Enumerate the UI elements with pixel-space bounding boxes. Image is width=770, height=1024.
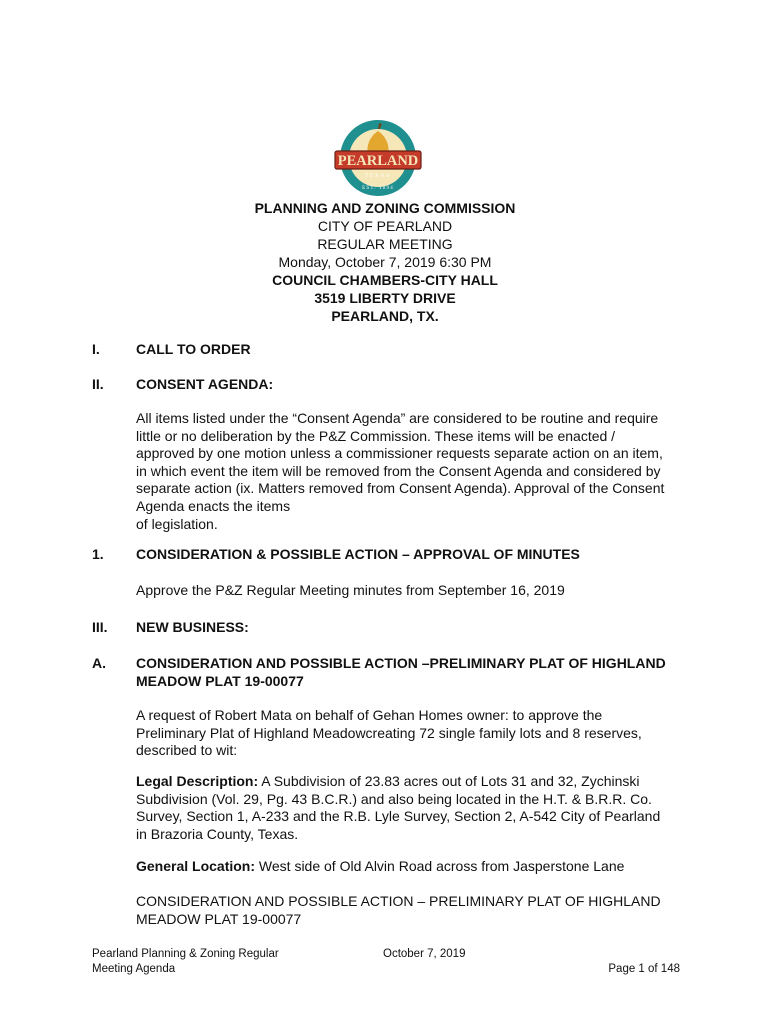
- city-name: CITY OF PEARLAND: [317, 218, 453, 234]
- general-location: [136, 858, 666, 876]
- item-number: A.: [92, 655, 106, 671]
- footer-date: October 7, 2019: [383, 948, 466, 960]
- item-title-new-business: NEW BUSINESS:: [136, 619, 249, 635]
- text-line: A request of Robert Mata on behalf of Gehan Homes owner: to approve the: [136, 707, 603, 723]
- text-line: in which event the item will be removed from the Consent Agenda and considered by: [136, 462, 661, 479]
- item-number: 1.: [92, 546, 104, 562]
- text-line: Subdivision (Vol. 29, Pg. 43 B.C.R.) and also being located in the H.T. & B.R.R. Co.: [136, 790, 652, 807]
- item-title-call-to-order: CALL TO ORDER: [136, 341, 251, 357]
- footer-subtitle: Meeting Agenda: [92, 963, 176, 975]
- meeting-type: REGULAR MEETING: [317, 236, 453, 252]
- meeting-header: [0, 199, 770, 325]
- item-title-preliminary-plat: [136, 655, 666, 690]
- plat-repeat-title: [136, 893, 666, 928]
- minutes-description: Approve the P&Z Regular Meeting minutes from September 16, 2019: [136, 582, 565, 598]
- text-line: [136, 773, 666, 791]
- general-location-text: West side of Old Alvin Road across from Jasperstone Lane: [255, 858, 625, 874]
- text-line: All items listed under the “Consent Agenda” are considered to be routine and require: [136, 410, 659, 426]
- text-line: little or no deliberation by the P&Z Commission. These items will be enacted /: [136, 427, 616, 444]
- venue-city: PEARLAND, TX.: [331, 308, 439, 324]
- consent-agenda-description: [136, 410, 666, 533]
- text-line: CONSIDERATION AND POSSIBLE ACTION –PRELIMINARY PLAT OF HIGHLAND: [136, 655, 666, 671]
- legal-description-label: Legal Description:: [136, 773, 259, 789]
- text-line: of legislation.: [136, 515, 218, 532]
- commission-title: PLANNING AND ZONING COMMISSION: [254, 200, 516, 216]
- item-number: I.: [92, 341, 100, 357]
- legal-description: [136, 773, 666, 843]
- text-line: CONSIDERATION AND POSSIBLE ACTION – PRELIMINARY PLAT OF HIGHLAND: [136, 893, 661, 909]
- text-line: Agenda enacts the items: [136, 497, 291, 514]
- item-title-consent-agenda: CONSENT AGENDA:: [136, 376, 274, 392]
- meeting-venue: COUNCIL CHAMBERS-CITY HALL: [272, 272, 498, 288]
- venue-address: 3519 LIBERTY DRIVE: [314, 290, 456, 306]
- text-line: MEADOW PLAT 19-00077: [136, 672, 304, 689]
- meeting-datetime: Monday, October 7, 2019 6:30 PM: [278, 254, 492, 270]
- plat-request: [136, 707, 666, 760]
- svg-text:EST. 1894: EST. 1894: [362, 186, 394, 191]
- text-line: approved by one motion unless a commissioner requests separate action on an item,: [136, 445, 663, 462]
- general-location-label: General Location:: [136, 858, 256, 874]
- text-line: described to wit:: [136, 742, 238, 759]
- page-number: Page 1 of 148: [608, 963, 680, 975]
- footer-title: Pearland Planning & Zoning Regular: [92, 948, 279, 960]
- city-seal-logo: [333, 117, 423, 199]
- legal-description-text: A Subdivision of 23.83 acres out of Lots 31 and 32, Zychinski: [258, 773, 640, 789]
- svg-text:PEARLAND: PEARLAND: [337, 153, 419, 169]
- footer-left: [92, 947, 279, 977]
- item-number: II.: [92, 376, 104, 392]
- text-line: MEADOW PLAT 19-00077: [136, 910, 302, 927]
- text-line: separate action (ix. Matters removed from Consent Agenda). Approval of the Consent: [136, 480, 665, 497]
- item-number: III.: [92, 619, 108, 635]
- svg-text:TEXAS: TEXAS: [364, 174, 392, 179]
- text-line: Survey, Section 1, A-233 and the R.B. Lyle Survey, Section 2, A-542 City of Pearland: [136, 808, 661, 825]
- text-line: Preliminary Plat of Highland Meadowcreating 72 single family lots and 8 reserves,: [136, 724, 642, 741]
- item-title-minutes: CONSIDERATION & POSSIBLE ACTION – APPROVAL OF MINUTES: [136, 546, 580, 562]
- text-line: in Brazoria County, Texas.: [136, 825, 299, 842]
